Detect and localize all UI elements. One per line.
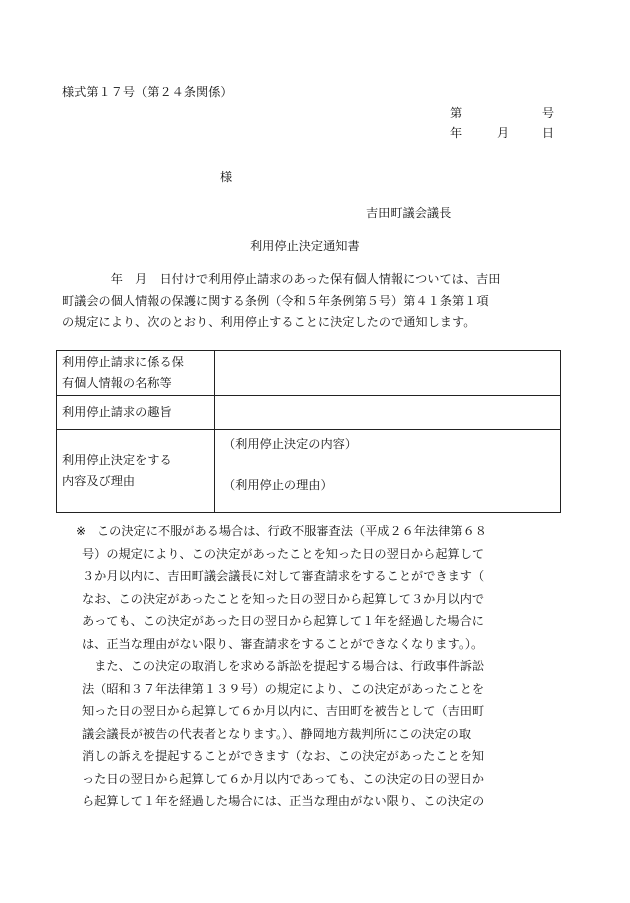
table-row [57,351,561,396]
number-prefix: 第 [450,106,463,120]
appeal-notice [62,520,562,813]
sender: 吉田町議会議長 [366,206,452,220]
notice-line: 消しの訴えを提起することができます（なお、この決定があったことを知 [82,749,485,763]
number-suffix: 号 [541,106,554,120]
notice-line: なお、この決定があったことを知った日の翌日から起算して３か月以内で [82,591,485,606]
table-row [57,430,561,513]
date-year: 年 [450,126,463,140]
label-line: 利用停止請求に係る保 [62,355,184,369]
note-mark: ※ [76,524,87,538]
notice-line: また、この決定の取消しを求める訴訟を提起する場合は、行政事件訴訟 [82,659,485,673]
notice-line: ら起算して１年を経過した場合には、正当な理由がない限り、この決定の [82,794,485,808]
notice-line: この決定に不服がある場合は、行政不服審査法（平成２６年法律第６８ [97,524,487,538]
label-line: 利用停止決定をする [62,453,172,467]
table-value-cell [215,351,561,396]
notice-line: あっても、この決定があった日の翌日から起算して１年を経過した場合に [82,614,484,628]
intro-line: 年 月 日付けで利用停止請求のあった保有個人情報については、吉田 [62,272,501,286]
table-label [57,430,215,513]
notice-line: 知った日の翌日から起算して６か月以内に、吉田町を被告として（吉田町 [82,704,485,718]
notice-line: は、正当な理由がない限り、審査請求をすることができなくなります。）。 [82,636,484,651]
table-value-cell [215,430,561,513]
notice-line: った日の翌日から起算して６か月以内であっても、この決定の日の翌日か [82,771,485,786]
document-title: 利用停止決定通知書 [250,239,360,253]
date-day: 日 [541,126,554,140]
intro-paragraph [62,269,562,334]
decision-content-note: （利用停止決定の内容） [223,437,358,451]
date-month: 月 [497,126,510,140]
label-line: 有個人情報の名称等 [62,376,172,390]
notice-line: 法（昭和３７年法律第１３９号）の規定により、この決定があったことを [82,681,485,696]
notice-line: ３か月以内に、吉田町議会議長に対して審査請求をすることができます（ [82,569,485,583]
notice-line: 号）の規定により、この決定があったことを知った日の翌日から起算して [82,546,485,561]
table-label: 利用停止請求の趣旨 [57,396,215,430]
notice-line: 議会議長が被告の代表者となります。）、静岡地方裁判所にこの決定の取 [82,726,472,741]
table-row [57,396,561,430]
table-label [57,351,215,396]
intro-line: 町議会の個人情報の保護に関する条例（令和５年条例第５号）第４１条第１項 [62,293,489,308]
addressee: 様 [220,170,233,184]
form-number: 様式第１７号（第２４条関係） [62,85,233,99]
info-table [56,350,561,513]
table-value-cell [215,396,561,430]
label-line: 内容及び理由 [62,474,136,488]
intro-line: の規定により、次のとおり、利用停止することに決定したので通知します。 [62,315,476,329]
decision-reason-note: （利用停止の理由） [223,478,333,492]
